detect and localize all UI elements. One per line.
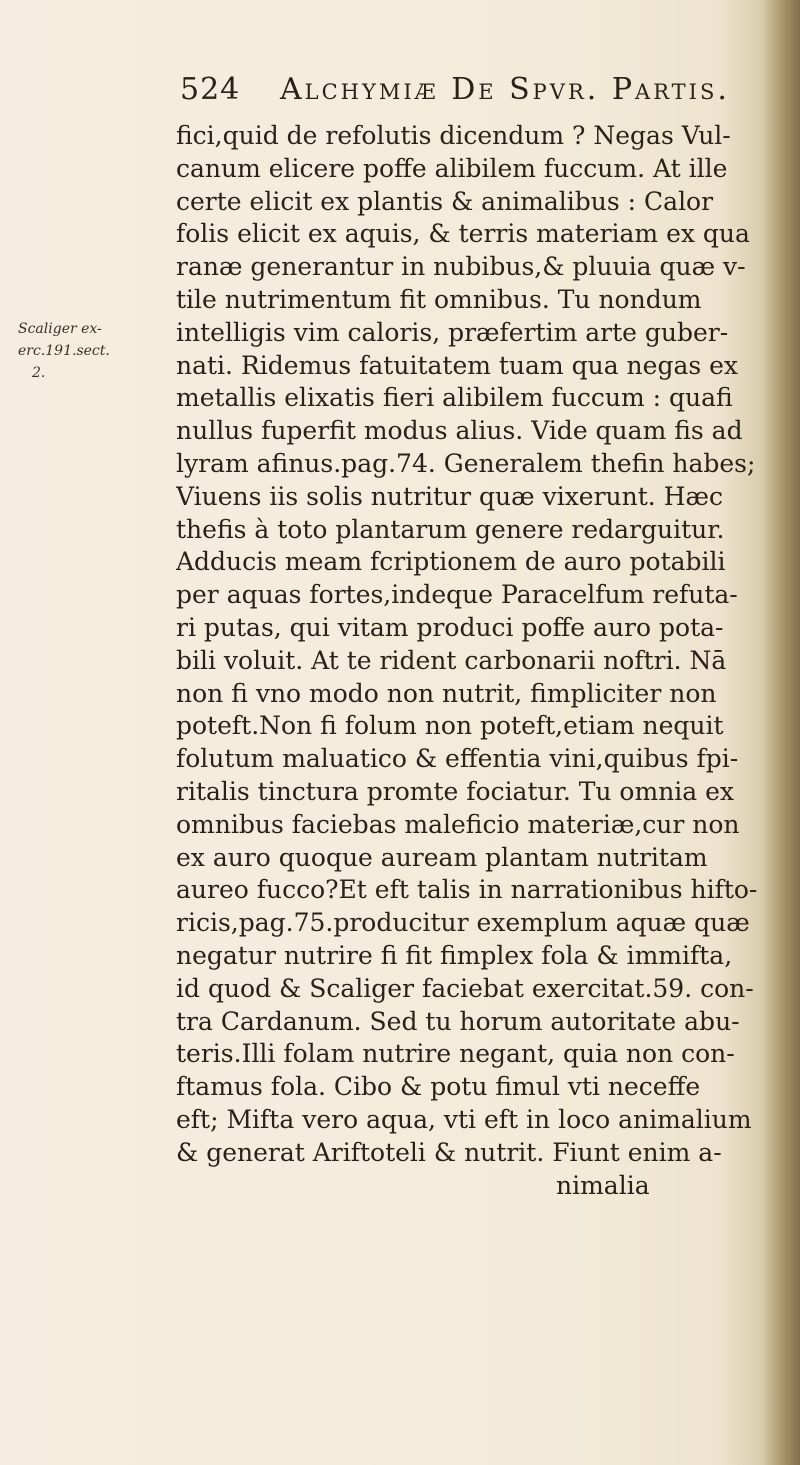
- text-line: intelligis vim caloris, præfertim arte guber-: [176, 317, 729, 347]
- text-line: teris.Illi folam nutrire negant, quia non con-: [176, 1039, 735, 1069]
- text-line: omnibus faciebas maleficio materiæ,cur non: [176, 809, 740, 839]
- text-line: canum elicere poffe alibilem fuccum. At ille: [176, 153, 728, 183]
- text-line: thefis à toto plantarum genere redarguitur.: [176, 514, 725, 544]
- text-line: folutum maluatico & effentia vini,quibus fpi-: [176, 744, 739, 774]
- body-text: [176, 120, 788, 1202]
- page-number: 524: [180, 72, 241, 107]
- text-line: eft; Mifta vero aqua, vti eft in loco animalium: [176, 1104, 752, 1134]
- text-line: poteft.Non fi folum non poteft,etiam nequit: [176, 711, 724, 741]
- text-line: Adducis meam fcriptionem de auro potabili: [176, 547, 726, 577]
- text-line: ritalis tinctura promte fociatur. Tu omnia ex: [176, 776, 735, 806]
- text-line: certe elicit ex plantis & animalibus : Calor: [176, 186, 714, 216]
- marginal-note-line: Scaliger ex-: [18, 321, 102, 337]
- text-line: non fi vno modo non nutrit, fimpliciter non: [176, 678, 717, 708]
- text-line: & generat Ariftoteli & nutrit. Fiunt enim a-: [176, 1137, 722, 1167]
- text-line: nimalia: [556, 1170, 650, 1200]
- text-line: ranæ generantur in nubibus,& pluuia quæ v-: [176, 252, 746, 282]
- text-line: id quod & Scaliger faciebat exercitat.59. con-: [176, 973, 754, 1003]
- text-line: tile nutrimentum fit omnibus. Tu nondum: [176, 284, 702, 314]
- text-line: aureo fucco?Et eft talis in narrationibus hifto-: [176, 875, 758, 905]
- text-line: lyram afinus.pag.74. Generalem thefin habes;: [176, 448, 756, 478]
- page-header: [180, 72, 780, 112]
- text-line: nullus fuperfit modus alius. Vide quam fis ad: [176, 416, 743, 446]
- text-line: negatur nutrire fi fit fimplex fola & immifta,: [176, 940, 733, 970]
- marginal-note-line: 2.: [32, 365, 46, 381]
- text-line: per aquas fortes,indeque Paracelfum refuta-: [176, 580, 738, 610]
- text-line: tra Cardanum. Sed tu horum autoritate abu-: [176, 1006, 740, 1036]
- text-line: ri putas, qui vitam produci poffe auro pota-: [176, 612, 724, 642]
- text-line: Viuens iis solis nutritur quæ vixerunt. Hæc: [176, 481, 723, 511]
- marginal-note: [18, 318, 148, 384]
- text-line: ricis,pag.75.producitur exemplum aquæ quæ: [176, 908, 750, 938]
- text-line: folis elicit ex aquis, & terris materiam ex qua: [176, 219, 750, 249]
- text-line: ftamus fola. Cibo & potu fimul vti neceffe: [176, 1072, 701, 1102]
- text-line: nati. Ridemus fatuitatem tuam qua negas ex: [176, 350, 739, 380]
- text-line: bili voluit. At te rident carbonarii noftri. Nā: [176, 645, 727, 675]
- running-title: Alchymiæ De Spvr. Partis.: [280, 72, 730, 107]
- marginal-note-line: erc.191.sect.: [18, 343, 110, 359]
- text-line: metallis elixatis fieri alibilem fuccum : quafi: [176, 383, 733, 413]
- text-line: ex auro quoque auream plantam nutritam: [176, 842, 708, 872]
- text-line: fici,quid de refolutis dicendum ? Negas Vul-: [176, 121, 731, 150]
